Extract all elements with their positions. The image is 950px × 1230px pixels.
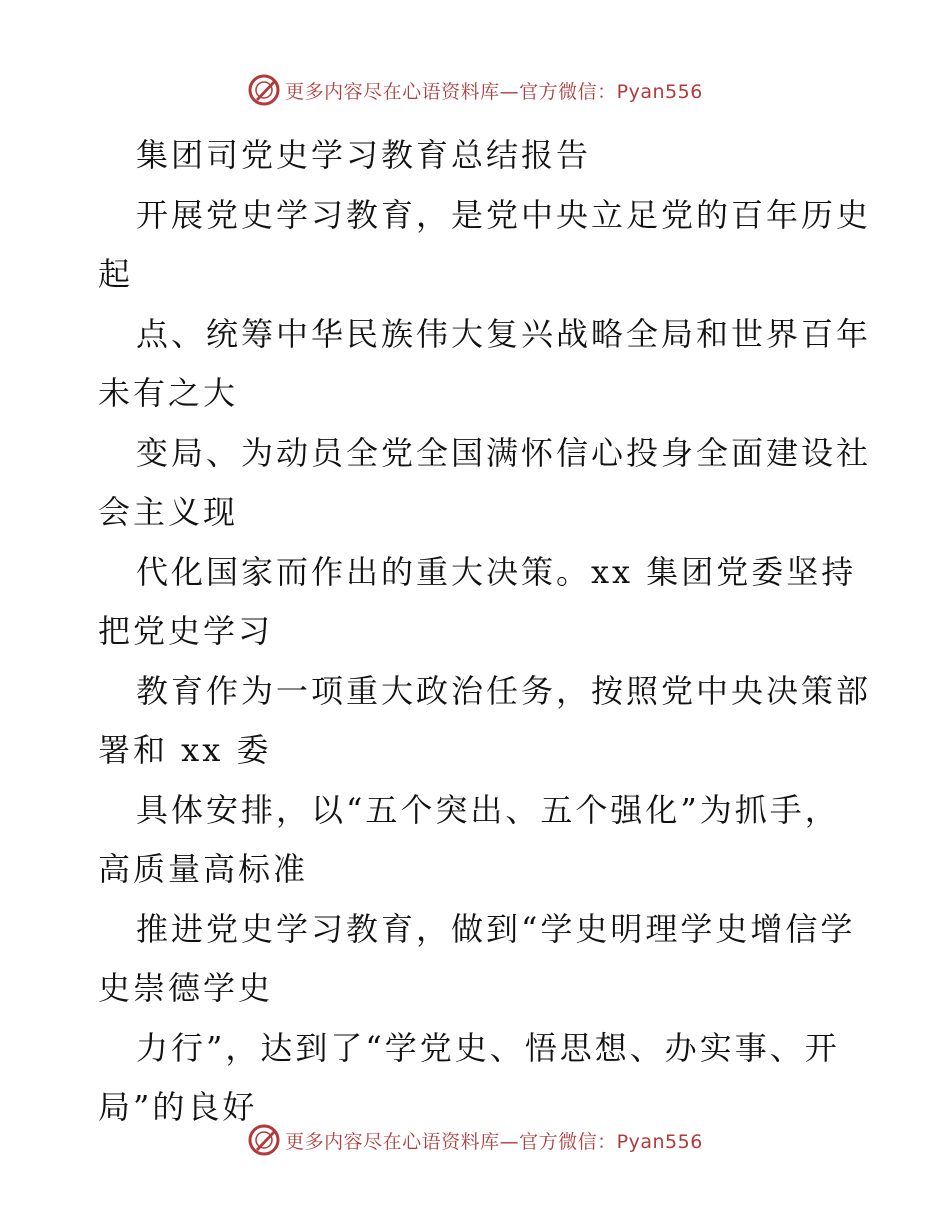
document-line: 点、统筹中华民族伟大复兴战略全局和世界百年 xyxy=(136,314,872,353)
document-line: 起 xyxy=(98,255,134,293)
document-line: 开展党史学习教育，是党中央立足党的百年历史 xyxy=(136,195,872,234)
document-body xyxy=(98,126,872,1138)
document-line: 高质量高标准 xyxy=(98,850,309,888)
document-line: 会主义现 xyxy=(98,493,239,531)
document-line: 局”的良好 xyxy=(98,1088,258,1126)
document-line: 力行”，达到了“学党史、悟思想、办实事、开 xyxy=(136,1028,840,1067)
document-line: 代化国家而作出的重大决策。xx 集团党委坚持 xyxy=(136,552,857,591)
document-line: 推进党史学习教育，做到“学史明理学史增信学 xyxy=(136,909,856,948)
document-line: 史崇德学史 xyxy=(98,969,274,1007)
document-line: 把党史学习 xyxy=(98,612,274,650)
document-line: 集团司党史学习教育总结报告 xyxy=(136,136,592,174)
document-line: 变局、为动员全党全国满怀信心投身全面建设社 xyxy=(136,433,872,472)
brush-circle-logo-icon xyxy=(247,1123,281,1157)
brush-circle-logo-icon xyxy=(247,73,281,107)
header-text: 更多内容尽在心语资料库—官方微信：Pyan556 xyxy=(285,80,703,103)
footer-watermark xyxy=(0,1120,950,1160)
footer-text: 更多内容尽在心语资料库—官方微信：Pyan556 xyxy=(285,1130,703,1153)
document-line: 署和 xx 委 xyxy=(98,731,272,769)
document-line: 教育作为一项重大政治任务，按照党中央决策部 xyxy=(136,671,872,710)
document-line: 未有之大 xyxy=(98,374,239,412)
document-line: 具体安排，以“五个突出、五个强化”为抓手， xyxy=(136,790,840,829)
header-watermark xyxy=(0,70,950,110)
